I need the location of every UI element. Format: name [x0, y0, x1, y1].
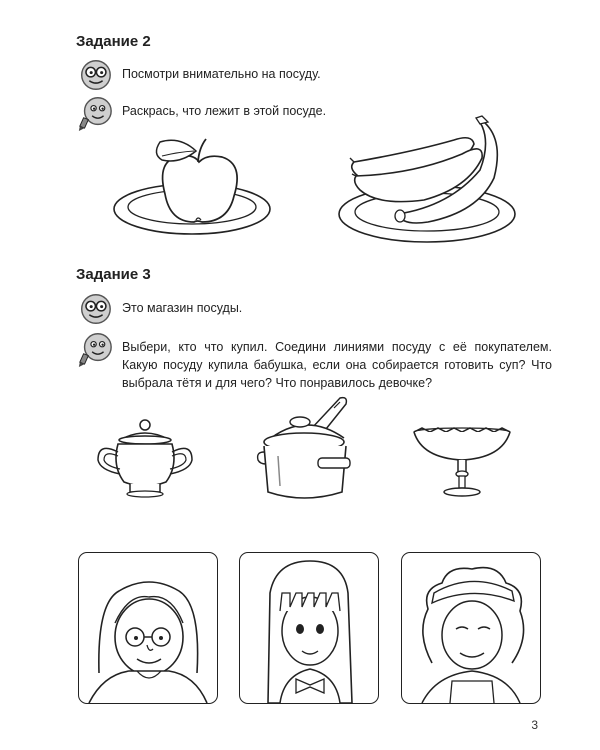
fruit-vase-image: [408, 424, 518, 502]
aunt-portrait: [401, 552, 541, 704]
crayon-face-icon: [76, 93, 114, 131]
task2-instruction-look: [76, 56, 552, 94]
task3-heading: Задание 3: [76, 266, 151, 283]
grandmother-portrait: [78, 552, 218, 704]
apple-on-plate-image: [110, 134, 275, 239]
instruction-text: Посмотри внимательно на посуду.: [122, 67, 321, 81]
task2-heading: Задание 2: [76, 33, 151, 50]
bananas-on-plate-image: [332, 114, 522, 249]
saucepan-image: [256, 394, 356, 504]
aunt-image: [402, 553, 540, 703]
crayon-face-icon: [76, 329, 114, 367]
sugar-bowl-image: [90, 418, 200, 500]
glasses-face-icon: [76, 56, 114, 94]
glasses-face-icon: [76, 290, 114, 328]
task3-instruction-match: [76, 329, 552, 392]
page-number: 3: [531, 718, 538, 732]
girl-image: [240, 553, 378, 703]
instruction-text: Раскрась, что лежит в этой посуде.: [122, 104, 327, 118]
task3-instruction-shop: [76, 290, 552, 328]
grandmother-image: [79, 553, 217, 703]
instruction-text: Это магазин посуды.: [122, 301, 243, 315]
instruction-text: Выбери, кто что купил. Соедини линиями посуду с её покупателем. Какую посуду купила бабушка, если она собирается готовить суп? Что выбрала тётя и для чего? Что понравилось девочке?: [122, 340, 552, 390]
girl-portrait: [239, 552, 379, 704]
